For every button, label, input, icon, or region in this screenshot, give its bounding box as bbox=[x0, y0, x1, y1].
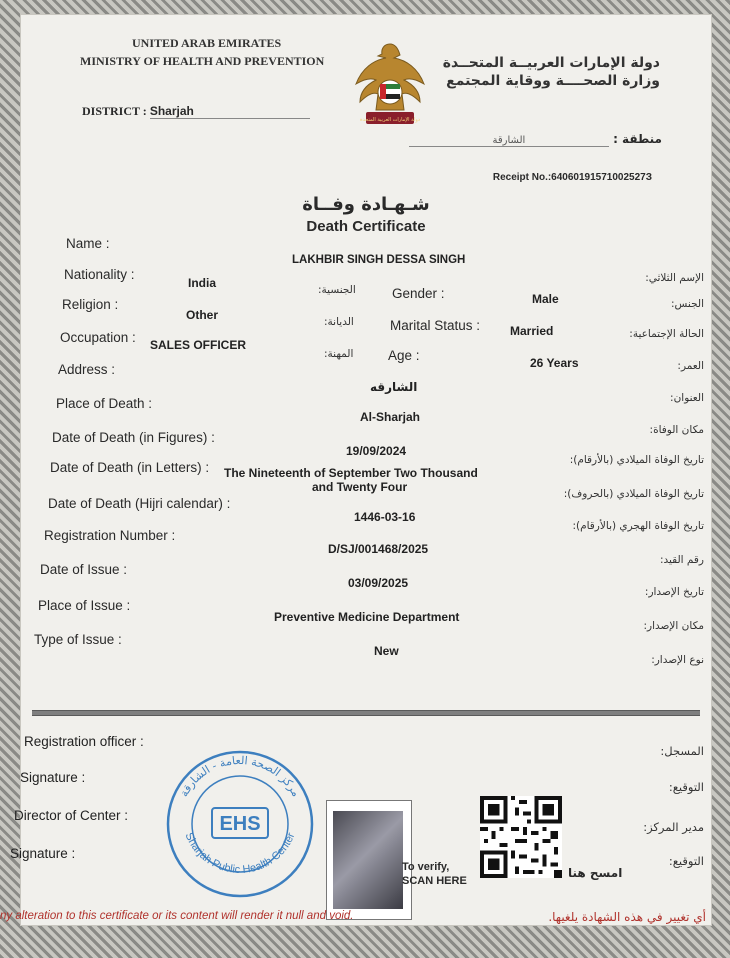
uae-emblem-icon bbox=[352, 38, 428, 130]
place-of-death-value: Al-Sharjah bbox=[360, 410, 421, 424]
signature-2-label: Signature : bbox=[10, 846, 76, 861]
date-hijri-value: 1446-03-16 bbox=[354, 510, 416, 524]
occupation-value: SALES OFFICER bbox=[150, 338, 247, 352]
date-of-issue-value: 03/09/2025 bbox=[348, 576, 409, 590]
date-letters-value-1: The Nineteenth of September Two Thousand bbox=[224, 466, 478, 480]
nationality-value: India bbox=[188, 276, 217, 290]
registration-number-label-ar: رقم القيد: bbox=[659, 554, 704, 566]
registration-number-label: Registration Number : bbox=[44, 528, 176, 543]
country-name-ar: دولة الإمارات العربيــة المتحــدة bbox=[442, 55, 660, 71]
verify-line-1: To verify, bbox=[402, 861, 450, 873]
date-letters-label-ar: تاريخ الوفاة الميلادي (بالحروف): bbox=[563, 488, 704, 500]
ministry-name-ar: وزارة الصحــــة ووقاية المجتمع bbox=[446, 73, 660, 89]
gender-label: Gender : bbox=[392, 286, 445, 301]
date-of-issue-label-ar: تاريخ الإصدار: bbox=[644, 586, 704, 598]
registration-number-value: D/SJ/001468/2025 bbox=[328, 542, 429, 556]
type-of-issue-label-ar: نوع الإصدار: bbox=[651, 654, 704, 666]
date-of-issue-label: Date of Issue : bbox=[40, 562, 128, 577]
signature-1-label: Signature : bbox=[20, 770, 86, 785]
gender-value: Male bbox=[532, 292, 559, 306]
type-of-issue-label: Type of Issue : bbox=[34, 632, 122, 647]
address-label: Address : bbox=[58, 362, 116, 377]
district-value-ar: الشارقة bbox=[409, 135, 609, 147]
place-of-issue-value: Preventive Medicine Department bbox=[274, 610, 460, 624]
section-divider bbox=[32, 710, 700, 716]
stamp-ring-text-en: Sharjah Public Health Center bbox=[182, 830, 298, 876]
occupation-label: Occupation : bbox=[60, 330, 136, 345]
hologram-seal bbox=[326, 800, 412, 920]
stamp-ring-text-ar: مركز الصحة العامة - الشارقة bbox=[177, 753, 303, 799]
place-of-death-label: Place of Death : bbox=[56, 396, 153, 411]
date-hijri-label: Date of Death (Hijri calendar) : bbox=[48, 496, 231, 511]
signature-2-label-ar: التوقيع: bbox=[668, 854, 704, 868]
district-label: DISTRICT : bbox=[82, 104, 147, 118]
name-label: Name : bbox=[66, 236, 110, 251]
nationality-label-ar: الجنسية: bbox=[318, 284, 356, 296]
marital-label: Marital Status : bbox=[390, 318, 481, 333]
place-of-issue-label-ar: مكان الإصدار: bbox=[643, 620, 704, 632]
address-value: الشارقه bbox=[370, 380, 418, 394]
title-arabic: شـهـادة وفــاة bbox=[302, 194, 430, 215]
date-letters-value-2: and Twenty Four bbox=[312, 480, 408, 494]
date-hijri-label-ar: تاريخ الوفاة الهجري (بالأرقام): bbox=[572, 520, 704, 532]
name-value: LAKHBIR SINGH DESSA SINGH bbox=[292, 254, 466, 266]
hologram-emblem-icon bbox=[333, 811, 403, 909]
district-label-ar: منطقة : bbox=[613, 132, 662, 146]
name-label-ar: الإسم الثلاثي: bbox=[645, 272, 704, 284]
director-label: Director of Center : bbox=[14, 808, 129, 823]
age-label-ar: العمر: bbox=[677, 360, 704, 372]
occupation-label-ar: المهنة: bbox=[324, 348, 354, 360]
signature-1-label-ar: التوقيع: bbox=[668, 780, 704, 794]
country-name-en: UNITED ARAB EMIRATES bbox=[132, 36, 282, 50]
ministry-name-en: MINISTRY OF HEALTH AND PREVENTION bbox=[80, 54, 325, 68]
header-english bbox=[80, 34, 380, 70]
sharjah-health-center-stamp bbox=[162, 746, 318, 902]
receipt-number: Receipt No.:64060191571002527З bbox=[492, 172, 652, 183]
header-arabic bbox=[420, 54, 660, 90]
religion-label: Religion : bbox=[62, 297, 119, 312]
title-english: Death Certificate bbox=[306, 218, 426, 235]
certificate-page bbox=[10, 14, 712, 926]
marital-label-ar: الحالة الإجتماعية: bbox=[629, 328, 704, 340]
date-figures-label: Date of Death (in Figures) : bbox=[52, 430, 215, 445]
footer-warning-ar: أي تغيير في هذه الشهادة يلغيها. bbox=[548, 910, 706, 924]
age-label: Age : bbox=[388, 348, 420, 363]
verify-line-2: SCAN HERE bbox=[402, 875, 467, 887]
date-figures-value: 19/09/2024 bbox=[346, 444, 407, 458]
footer-warning-en: ny alteration to this certificate or its content will render it null and void. bbox=[0, 910, 354, 922]
age-value: 26 Years bbox=[530, 356, 579, 370]
type-of-issue-value: New bbox=[374, 644, 399, 658]
registration-officer-label: Registration officer : bbox=[24, 734, 144, 749]
nationality-label: Nationality : bbox=[64, 267, 135, 282]
marital-value: Married bbox=[510, 324, 554, 338]
date-letters-label: Date of Death (in Letters) : bbox=[50, 460, 210, 475]
district-value: Sharjah bbox=[150, 104, 310, 119]
emblem-ribbon-text: دولة الإمارات العربية المتحدة bbox=[359, 117, 421, 123]
scan-here-ar: امسح هنا bbox=[568, 866, 623, 880]
registration-officer-label-ar: المسجل: bbox=[660, 744, 704, 758]
address-label-ar: العنوان: bbox=[670, 392, 704, 404]
director-label-ar: مدير المركز: bbox=[643, 820, 704, 834]
district-field-ar bbox=[409, 132, 662, 147]
religion-value: Other bbox=[186, 308, 219, 322]
ehs-logo-text: EHS bbox=[219, 813, 261, 835]
religion-label-ar: الديانة: bbox=[324, 316, 354, 328]
date-figures-label-ar: تاريخ الوفاة الميلادي (بالأرقام): bbox=[569, 454, 704, 466]
place-of-issue-label: Place of Issue : bbox=[38, 598, 131, 613]
place-of-death-label-ar: مكان الوفاة: bbox=[649, 424, 704, 436]
district-field bbox=[82, 104, 310, 119]
gender-label-ar: الجنس: bbox=[671, 298, 704, 310]
verification-qr-code[interactable] bbox=[480, 796, 562, 878]
verify-instruction bbox=[402, 860, 467, 888]
